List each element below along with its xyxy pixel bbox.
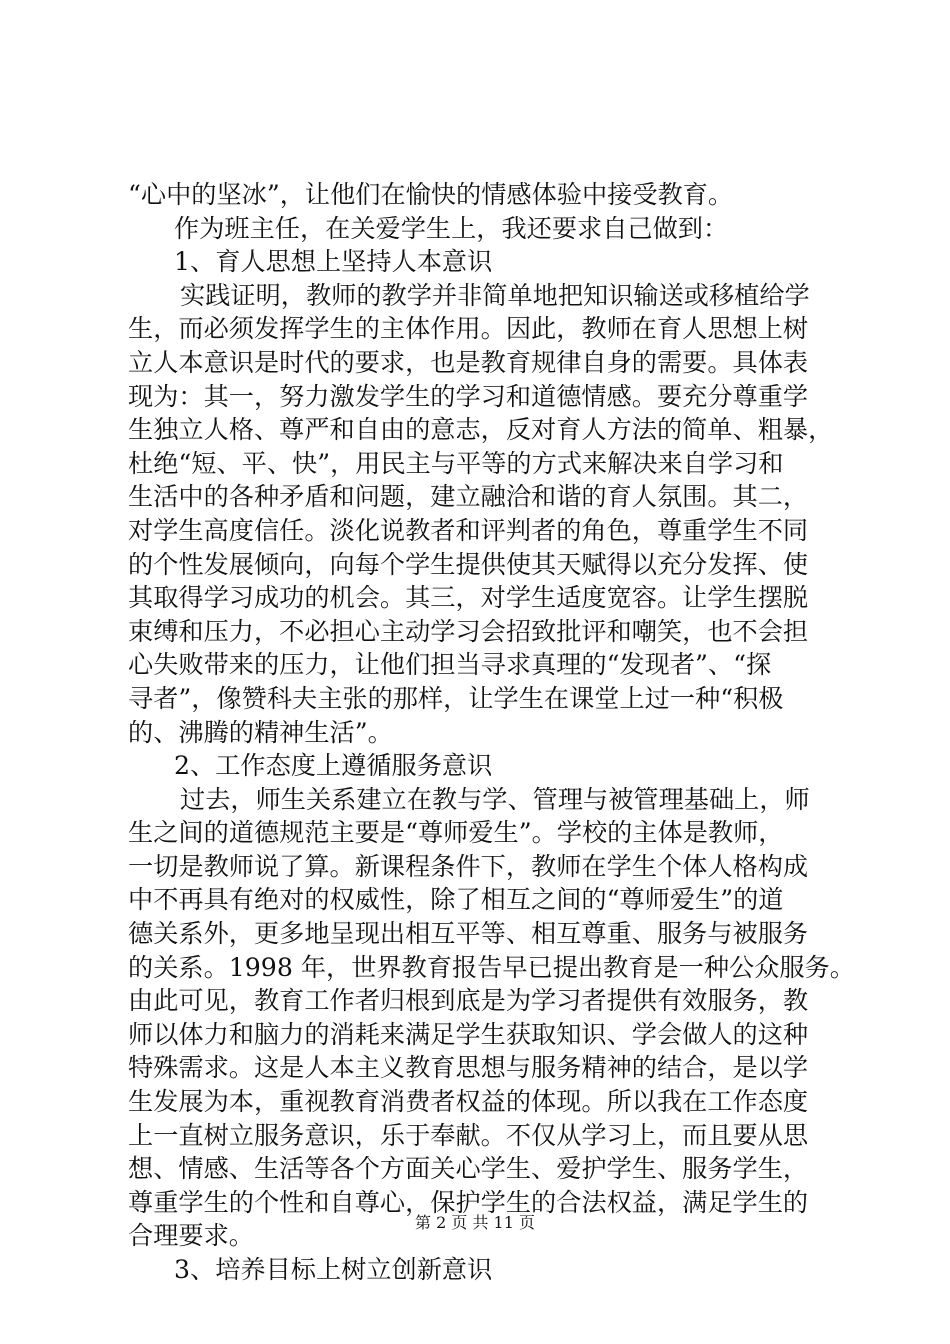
text-line: “心中的坚冰”，让他们在愉快的情感体验中接受教育。 bbox=[128, 180, 734, 209]
text-line: 生，而必须发挥学生的主体作用。因此，教师在育人思想上树 bbox=[128, 314, 809, 344]
text-line: 3、培养目标上树立创新意识 bbox=[174, 1255, 493, 1284]
text-line: 实践证明，教师的教学并非简单地把知识输送或移植给学 bbox=[180, 280, 810, 310]
text-line: 生活中的各种矛盾和问题，建立融洽和谐的育人氛围。其二， bbox=[128, 482, 809, 512]
text-line: 尊重学生的个性和自尊心，保护学生的合法权益，满足学生的 bbox=[128, 1187, 809, 1217]
text-line: 立人本意识是时代的要求，也是教育规律自身的需要。具体表 bbox=[128, 347, 809, 377]
text-line: 由此可见，教育工作者归根到底是为学习者提供有效服务，教 bbox=[128, 986, 809, 1016]
text-line: 过去，师生关系建立在教与学、管理与被管理基础上，师 bbox=[180, 784, 810, 814]
text-line: 生之间的道德规范主要是“尊师爱生”。学校的主体是教师， bbox=[128, 818, 784, 848]
text-line: 作为班主任，在关爱学生上，我还要求自己做到： bbox=[174, 213, 729, 243]
text-line: 寻者”，像赞科夫主张的那样，让学生在课堂上过一种“积极 bbox=[128, 683, 784, 713]
text-line: 束缚和压力，不必担心主动学习会招致批评和嘲笑，也不会担 bbox=[128, 616, 809, 646]
text-line: 的关系。1998 年，世界教育报告早已提出教育是一种公众服务。 bbox=[128, 952, 855, 982]
text-line: 想、情感、生活等各个方面关心学生、爱护学生、服务学生， bbox=[128, 1154, 809, 1184]
text-line: 生独立人格、尊严和自由的意志，反对育人方法的简单、粗暴， bbox=[128, 415, 834, 445]
text-line: 生发展为本，重视教育消费者权益的体现。所以我在工作态度 bbox=[128, 1087, 809, 1117]
text-line: 2、工作态度上遵循服务意识 bbox=[174, 751, 493, 781]
text-line: 1、育人思想上坚持人本意识 bbox=[174, 247, 493, 277]
text-line: 师以体力和脑力的消耗来满足学生获取知识、学会做人的这种 bbox=[128, 1019, 809, 1049]
document-body bbox=[128, 178, 855, 1287]
text-line: 中不再具有绝对的权威性，除了相互之间的“尊师爱生”的道 bbox=[128, 885, 784, 915]
text-line: 对学生高度信任。淡化说教者和评判者的角色，尊重学生不同 bbox=[128, 515, 809, 545]
text-line: 杜绝“短、平、快”，用民主与平等的方式来解决来自学习和 bbox=[128, 448, 784, 478]
text-line: 一切是教师说了算。新课程条件下，教师在学生个体人格构成 bbox=[128, 851, 809, 881]
text-line: 的个性发展倾向，向每个学生提供使其天赋得以充分发挥、使 bbox=[128, 549, 809, 579]
text-line: 的、沸腾的精神生活”。 bbox=[128, 717, 393, 747]
text-line: 特殊需求。这是人本主义教育思想与服务精神的结合，是以学 bbox=[128, 1053, 809, 1083]
text-line: 其取得学习成功的机会。其三，对学生适度宽容。让学生摆脱 bbox=[128, 583, 809, 613]
text-line: 心失败带来的压力，让他们担当寻求真理的“发现者”、“探 bbox=[128, 650, 772, 680]
page-footer: 第 2 页 共 11 页 bbox=[415, 1213, 535, 1232]
text-line: 上一直树立服务意识，乐于奉献。不仅从学习上，而且要从思 bbox=[128, 1120, 809, 1150]
text-line: 德关系外，更多地呈现出相互平等、相互尊重、服务与被服务 bbox=[128, 919, 809, 949]
text-line: 合理要求。 bbox=[128, 1221, 254, 1251]
text-line: 现为：其一，努力激发学生的学习和道德情感。要充分尊重学 bbox=[128, 381, 809, 411]
